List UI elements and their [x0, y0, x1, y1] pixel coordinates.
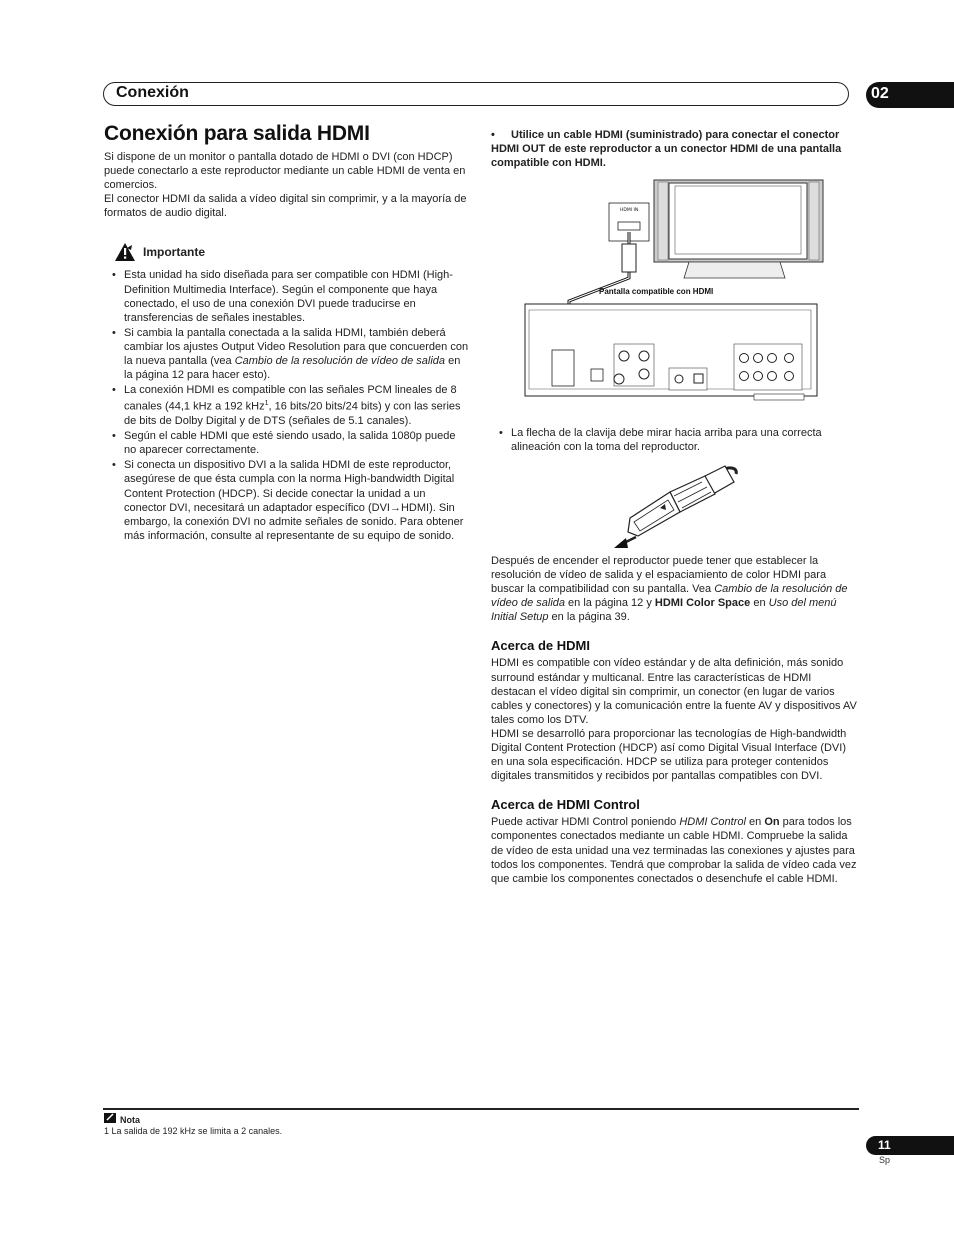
hdmi-connection-diagram — [519, 176, 825, 416]
paragraph: Puede activar HDMI Control poniendo HDMI Control en On para todos los componentes conectados mediante un cable HDMI. Compruebe la salida de vídeo de esta unidad una vez terminadas las conexiones y ajustes para todos los componentes. Tendrá que comprobar la salida de vídeo cada vez que cambie los componentes conectados o desenchufe el cable HDMI. — [491, 816, 857, 885]
important-heading — [104, 242, 470, 262]
cross-reference: Cambio de la resolución de vídeo de salida — [234, 355, 446, 368]
list-item: • Si cambia la pantalla conectada a la salida HDMI, también deberá cambiar los ajustes Output Video Resolution para que concuerden con la nueva pantalla (vea Cambio de la resolución de vídeo de salida en la página 12 para hacer esto). — [104, 326, 470, 382]
section-heading: Acerca de HDMI — [491, 638, 590, 654]
important-label: Importante — [143, 245, 206, 260]
arrow-right-icon: → — [389, 501, 401, 514]
list-item: • La flecha de la clavija debe mirar hacia arriba para una correcta alineación con la toma del reproductor. — [491, 426, 857, 454]
bullet-marker: • — [491, 129, 495, 141]
list-item: • Esta unidad ha sido diseñada para ser compatible con HDMI (High-Definition Multimedia Interface). Según el componente que haya conectado, el uso de una conexión DVI puede traducirse en transferencias de señales inestables. — [104, 268, 470, 324]
screen-caption: Pantalla compatible con HDMI — [599, 287, 714, 296]
hdmi-in-label: HDMI IN — [620, 208, 639, 213]
intro-paragraph-2: El conector HDMI da salida a vídeo digital sin comprimir, y a la mayoría de formatos de audio digital. — [104, 193, 467, 220]
intro-paragraph-1: Si dispone de un monitor o pantalla dotado de HDMI o DVI (con HDCP) puede conectarlo a este reproductor mediante un cable HDMI de venta en comercios. — [104, 151, 466, 192]
list-item: • Si conecta un dispositivo DVI a la salida HDMI de este reproductor, asegúrese de que ésta cumpla con la norma High-bandwidth Digital Content Protection (HDCP). Si decide conectar la unidad a un conector DVI, necesitará un adaptador específico (DVI→HDMI). Sin embargo, la conexión DVI no admite señales de sonido. Para obtener más información, consulte al representante de su equipo de sonido. — [104, 458, 470, 543]
page-language: Sp — [879, 1155, 891, 1165]
setup-paragraph: Después de encender el reproductor puede tener que establecer la resolución de vídeo de salida y el espaciamiento de color HDMI para buscar la compatibilidad con su pantalla. Vea Cambio de la resolución de vídeo de salida en la página 12 y HDMI Color Space en Uso del menú Initial Setup en la página 39. — [491, 555, 848, 624]
page-number: 11 — [866, 1136, 954, 1155]
player-rear-panel — [525, 304, 817, 400]
hdmi-plug-illustration — [610, 462, 740, 552]
paragraph: HDMI se desarrolló para proporcionar las tecnologías de High-bandwidth Digital Content Protection (HDCP) así como Digital Visual Interface (DVI) en una sola especificación. HDCP se utiliza para proteger contenidos digitales transmitidos y recibidos por pantallas compatibles con DVI. — [491, 727, 847, 783]
section-header-bar — [103, 82, 849, 106]
plug-orientation-note — [491, 426, 857, 455]
list-item: • La conexión HDMI es compatible con las señales PCM lineales de 8 canales (44,1 kHz a 192 kHz$^1$, 16 bits/20 bits/24 bits) y con las series de bits de Dolby Digital y de DTS (señales de 5.1 canales). — [104, 383, 470, 428]
list-item: • Según el cable HDMI que esté siendo usado, la salida 1080p puede no aparecer correctamente. — [104, 429, 470, 457]
paragraph: HDMI es compatible con vídeo estándar y de alta definición, más sonido surround estándar y multicanal. Entre las características de HDMI destacan el vídeo digital sin comprimir, un conector (en lugar de varios cables y conectores) y la comunicación entre la fuente AV y dispositivos AV tales como los DTV. — [491, 657, 857, 726]
chapter-number-tab: 02 — [866, 82, 954, 108]
right-column-body — [491, 554, 857, 886]
footer-divider — [103, 1108, 859, 1110]
note-label: Nota — [120, 1115, 140, 1125]
important-list — [104, 268, 470, 542]
page-title: Conexión para salida HDMI — [104, 122, 370, 145]
warning-icon — [114, 242, 136, 262]
footnote-marker: 1 — [264, 400, 269, 408]
instruction-bullet: • Utilice un cable HDMI (suministrado) para conectar el conector HDMI OUT de este reproductor a un conector HDMI de una pantalla compatible con HDMI. — [491, 129, 842, 169]
section-title: Conexión — [116, 84, 189, 101]
section-heading: Acerca de HDMI Control — [491, 797, 640, 813]
right-column-intro — [491, 128, 857, 170]
left-column — [104, 122, 470, 544]
footnote: 1 La salida de 192 kHz se limita a 2 canales. — [104, 1126, 283, 1136]
tv-illustration — [654, 180, 823, 278]
